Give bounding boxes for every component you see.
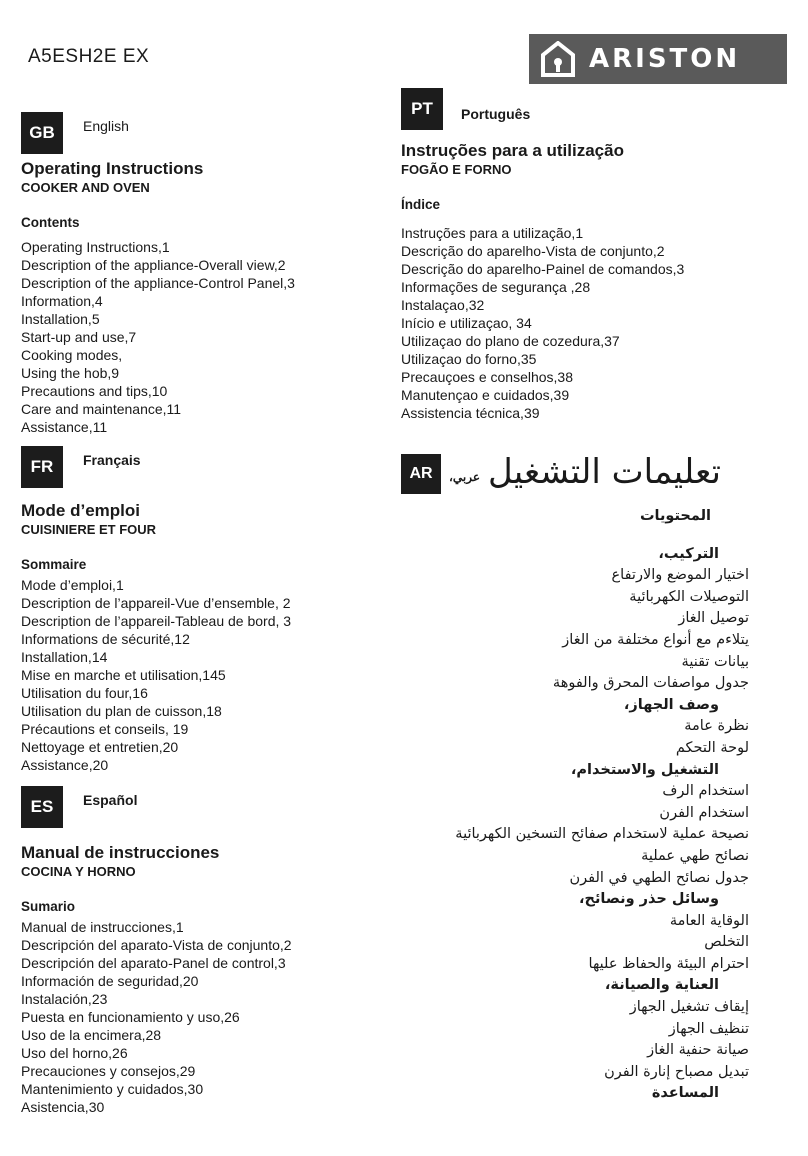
section-gb <box>21 112 381 436</box>
toc-item: تنظيف الجهاز <box>668 1020 749 1037</box>
toc-list-gb <box>21 238 381 436</box>
toc-item: Start-up and use,7 <box>21 329 137 345</box>
toc-item: بيانات تقنية <box>681 653 749 670</box>
toc-item: يتلاءم مع أنواع مختلفة من الغاز <box>562 631 749 648</box>
toc-item: نظرة عامة <box>684 718 749 735</box>
contents-heading-pt: Índice <box>401 197 441 212</box>
toc-item: Descripción del aparato-Vista de conjunto,2 <box>21 937 292 953</box>
toc-heading: التركيب، <box>658 545 719 562</box>
toc-item: Mode d’emploi,1 <box>21 577 124 593</box>
toc-item: لوحة التحكم <box>675 739 749 756</box>
toc-item: Cooking modes, <box>21 347 123 363</box>
toc-item: توصيل الغاز <box>678 610 749 627</box>
toc-item: Precauçoes e conselhos,38 <box>401 369 573 385</box>
toc-item: Utilizaçao do forno,35 <box>401 351 537 367</box>
toc-item: نصائح طهي عملية <box>641 847 749 864</box>
section-subtitle-fr: CUISINIERE ET FOUR <box>21 522 157 537</box>
language-name-fr: Français <box>83 452 141 468</box>
section-subtitle-pt: FOGÃO E FORNO <box>401 162 512 177</box>
toc-list-es <box>21 918 381 1116</box>
brand-name: ARISTON <box>589 44 741 74</box>
toc-item: Asistencia,30 <box>21 1099 105 1115</box>
brand-logo <box>529 34 787 84</box>
toc-item: Información de seguridad,20 <box>21 973 199 989</box>
language-badge-pt: PT <box>401 88 443 130</box>
toc-list-fr <box>21 576 381 774</box>
section-fr <box>21 446 381 774</box>
toc-item: Manual de instrucciones,1 <box>21 919 184 935</box>
section-es <box>21 786 381 1116</box>
toc-heading: التشغيل والاستخدام، <box>570 761 719 778</box>
section-title-pt: Instruções para a utilização <box>401 141 624 160</box>
toc-item: تبديل مصباح إنارة الفرن <box>604 1063 749 1080</box>
section-subtitle-gb: COOKER AND OVEN <box>21 180 150 195</box>
toc-item: Puesta en funcionamiento y uso,26 <box>21 1009 240 1025</box>
contents-heading-gb: Contents <box>21 215 80 230</box>
toc-heading: العناية والصيانة، <box>604 977 719 994</box>
section-title-es: Manual de instrucciones <box>21 843 220 862</box>
toc-item: Instalaçao,32 <box>401 297 485 313</box>
toc-item: Using the hob,9 <box>21 365 120 381</box>
toc-item: Uso del horno,26 <box>21 1045 128 1061</box>
language-badge-fr: FR <box>21 446 63 488</box>
toc-item: صيانة حنفية الغاز <box>647 1042 749 1059</box>
section-pt <box>401 88 761 422</box>
toc-item: نصيحة عملية لاستخدام صفائح التسخين الكهربائية <box>455 826 749 843</box>
left-column <box>21 112 381 1116</box>
toc-item: Operating Instructions,1 <box>21 239 170 255</box>
section-title-gb: Operating Instructions <box>21 159 204 178</box>
toc-item: جدول نصائح الطهي في الفرن <box>569 869 749 886</box>
language-name-es: Español <box>83 792 138 808</box>
language-badge-gb: GB <box>21 112 63 154</box>
language-name-gb: English <box>83 118 129 134</box>
toc-item: Início e utilizaçao, 34 <box>401 315 532 331</box>
toc-item: Description of the appliance-Overall view,2 <box>21 257 286 273</box>
toc-item: استخدام الفرن <box>659 804 749 821</box>
toc-item: Description of the appliance-Control Panel,3 <box>21 275 295 291</box>
toc-item: Nettoyage et entretien,20 <box>21 739 179 755</box>
toc-item: Utilisation du plan de cuisson,18 <box>21 703 222 719</box>
contents-heading-es: Sumario <box>21 899 76 914</box>
toc-item: Instruções para a utilização,1 <box>401 225 584 241</box>
toc-item: Descripción del aparato-Panel de control,3 <box>21 955 286 971</box>
toc-list-ar <box>401 506 761 1105</box>
toc-item: Description de l’appareil-Tableau de bord, 3 <box>21 613 292 629</box>
house-logo-icon <box>541 41 575 77</box>
language-name-ar: عربي، <box>449 470 480 484</box>
toc-item: Uso de la encimera,28 <box>21 1027 162 1043</box>
toc-item: Precauciones y consejos,29 <box>21 1063 196 1079</box>
toc-item: Information,4 <box>21 293 103 309</box>
toc-item: Assistance,20 <box>21 757 109 773</box>
toc-item: Instalación,23 <box>21 991 108 1007</box>
toc-item: Installation,5 <box>21 311 100 327</box>
toc-list-pt <box>401 224 761 422</box>
toc-item: Mantenimiento y cuidados,30 <box>21 1081 204 1097</box>
section-title-ar: تعليمات التشغيل <box>487 452 721 492</box>
model-number: A5ESH2E EX <box>28 46 150 67</box>
toc-item: Precautions and tips,10 <box>21 383 168 399</box>
toc-item: Mise en marche et utilisation,145 <box>21 667 226 683</box>
toc-item: الوقاية العامة <box>669 912 749 929</box>
toc-item: Description de l’appareil-Vue d’ensemble, 2 <box>21 595 291 611</box>
section-title-fr: Mode d’emploi <box>21 501 140 520</box>
toc-heading: المساعدة <box>651 1085 719 1102</box>
toc-item: Utilizaçao do plano de cozedura,37 <box>401 333 620 349</box>
toc-item: Care and maintenance,11 <box>21 401 182 417</box>
toc-item: Manutençao e cuidados,39 <box>401 387 570 403</box>
toc-item: استخدام الرف <box>662 783 749 800</box>
toc-item: جدول مواصفات المحرق والفوهة <box>552 675 749 692</box>
toc-item: Descrição do aparelho-Vista de conjunto,2 <box>401 243 665 259</box>
toc-heading: وسائل حذر ونصائح، <box>579 891 719 908</box>
toc-item: التخلص <box>704 934 749 951</box>
toc-item: Assistance,11 <box>21 419 108 435</box>
section-ar <box>401 452 761 1105</box>
language-name-pt: Português <box>461 106 531 122</box>
language-badge-es: ES <box>21 786 63 828</box>
toc-item: Utilisation du four,16 <box>21 685 148 701</box>
toc-item: Installation,14 <box>21 649 108 665</box>
toc-item: احترام البيئة والحفاظ عليها <box>588 955 749 972</box>
contents-heading-fr: Sommaire <box>21 557 87 572</box>
toc-item: التوصيلات الكهربائية <box>629 588 749 605</box>
toc-heading: وصف الجهاز، <box>623 696 719 713</box>
toc-item: Descrição do aparelho-Painel de comandos,3 <box>401 261 685 277</box>
language-badge-ar: AR <box>401 454 441 494</box>
toc-item: Précautions et conseils, 19 <box>21 721 189 737</box>
contents-heading-ar: المحتويات <box>639 508 711 524</box>
toc-item: اختيار الموضع والارتفاع <box>611 567 749 584</box>
toc-item: Informations de sécurité,12 <box>21 631 190 647</box>
toc-item: Assistencia técnica,39 <box>401 405 540 421</box>
toc-item: إيقاف تشغيل الجهاز <box>629 999 749 1016</box>
toc-item: Informações de segurança ,28 <box>401 279 591 295</box>
section-subtitle-es: COCINA Y HORNO <box>21 864 136 879</box>
